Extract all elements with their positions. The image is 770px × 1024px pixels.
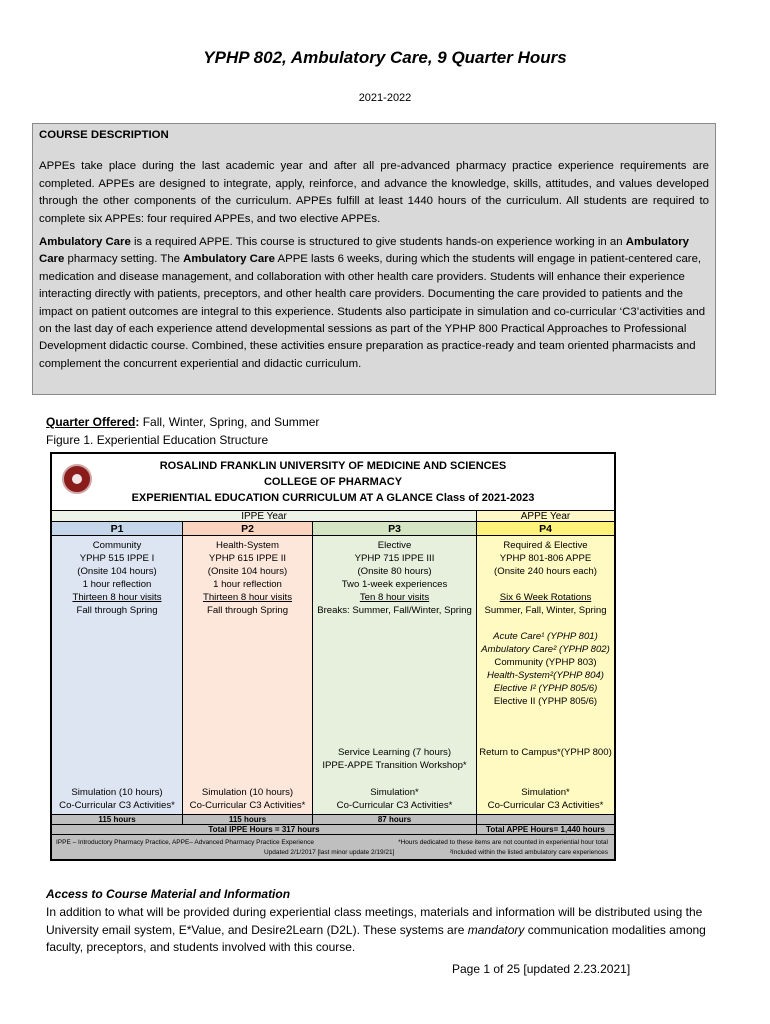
cell-line: Co-Curricular C3 Activities* bbox=[59, 800, 175, 811]
column-p1 bbox=[52, 536, 183, 814]
rotation-line: Community (YPHP 803) bbox=[494, 657, 597, 668]
column-p3 bbox=[313, 536, 477, 814]
rotation-line: Acute Care¹ (YPHP 801) bbox=[493, 631, 598, 642]
column-header-p1: P1 bbox=[52, 522, 183, 536]
hours-p2: 115 hours bbox=[183, 814, 313, 824]
quarter-offered-value: Fall, Winter, Spring, and Summer bbox=[139, 415, 320, 429]
cell-line: Breaks: Summer, Fall/Winter, Spring bbox=[317, 605, 472, 616]
figure-header-line-1: ROSALIND FRANKLIN UNIVERSITY OF MEDICINE AND SCIENCES bbox=[159, 460, 507, 472]
cell-line: YPHP 715 IPPE III bbox=[354, 553, 435, 564]
access-heading: Access to Course Material and Information bbox=[46, 887, 291, 901]
total-appe-hours: Total APPE Hours= 1,440 hours bbox=[477, 824, 614, 834]
cell-line: Simulation (10 hours) bbox=[71, 787, 163, 798]
cell-line: Co-Curricular C3 Activities* bbox=[336, 800, 453, 811]
rotation-line: Ambulatory Care² (YPHP 802) bbox=[481, 644, 610, 655]
paragraph-text: is a required APPE. This course is structured to give students hands-on experience working in an bbox=[130, 236, 626, 249]
cell-line: Co-Curricular C3 Activities* bbox=[189, 800, 306, 811]
paragraph-text: pharmacy setting. The bbox=[64, 253, 184, 266]
column-header-p2: P2 bbox=[183, 522, 313, 536]
cell-line: Summer, Fall, Winter, Spring bbox=[484, 605, 607, 616]
cell-line: (Onsite 104 hours) bbox=[207, 566, 288, 577]
cell-line: Two 1-week experiences bbox=[341, 579, 448, 590]
appe-year-band: APPE Year bbox=[477, 510, 614, 522]
cell-line: 1 hour reflection bbox=[213, 579, 282, 590]
course-description-box bbox=[32, 123, 716, 395]
cell-line: Simulation* bbox=[370, 787, 419, 798]
figure-header-line-3: EXPERIENTIAL EDUCATION CURRICULUM AT A GLANCE Class of 2021-2023 bbox=[131, 492, 535, 504]
hours-p3: 87 hours bbox=[313, 814, 477, 824]
rotation-line: Health-System²(YPHP 804) bbox=[487, 670, 604, 681]
cell-line: Return to Campus*(YPHP 800) bbox=[479, 747, 612, 758]
column-p2 bbox=[183, 536, 313, 814]
figure-header bbox=[52, 454, 614, 508]
course-description-paragraph-2 bbox=[39, 234, 709, 373]
paragraph-text: APPE lasts 6 weeks, during which the students will engage in patient-centered care, medication and disease management, and collaboration with other health care providers. Students will enhance their experience interacting directly with patients, preceptors, and other health care providers. Documenting the care provided to patients and the impact on patient outcomes are integral to this experience. Students also participate in simulation and co-curricular ‘C3’activities and on the last day of each experience attend developmental sessions as part of the YPHP 800 Practical Approaches to Professional Development didactic course. Combined, these activities ensure preparation as practice-ready and team oriented pharmacists and complement the concurrent experiential and didactic curriculum. bbox=[39, 253, 706, 370]
course-description-heading: COURSE DESCRIPTION bbox=[39, 129, 169, 141]
rotation-line: Elective II (YPHP 805/6) bbox=[493, 696, 598, 707]
paragraph-text: communication modalities among faculty, preceptors, and students involved with this course. bbox=[46, 922, 706, 954]
footnote-abbreviations: IPPE – Introductory Pharmacy Practice, APPE– Advanced Pharmacy Practice Experience bbox=[56, 839, 314, 846]
cell-line: Simulation (10 hours) bbox=[201, 787, 294, 798]
university-seal-icon bbox=[62, 464, 92, 494]
cell-line: Six 6 Week Rotations bbox=[499, 592, 592, 603]
column-header-p4: P4 bbox=[477, 522, 614, 536]
hours-p1: 115 hours bbox=[52, 814, 183, 824]
access-paragraph bbox=[46, 904, 716, 957]
document-title: YPHP 802, Ambulatory Care, 9 Quarter Hours bbox=[203, 48, 567, 67]
cell-line: (Onsite 240 hours each) bbox=[494, 566, 597, 577]
figure-caption: Figure 1. Experiential Education Structure bbox=[46, 433, 269, 447]
academic-year: 2021-2022 bbox=[358, 92, 412, 104]
cell-line: (Onsite 104 hours) bbox=[77, 566, 157, 577]
cell-line: Elective bbox=[377, 540, 412, 551]
cell-line: Thirteen 8 hour visits bbox=[72, 592, 162, 603]
quarter-offered-label: Quarter Offered bbox=[46, 415, 136, 429]
cell-line: Service Learning (7 hours) bbox=[337, 747, 452, 758]
quarter-offered-colon: : bbox=[135, 415, 140, 429]
rotation-line: Elective I² (YPHP 805/6) bbox=[493, 683, 598, 694]
footnote-updated: Updated 2/1/2017 [last minor update 2/19/21] bbox=[264, 849, 395, 856]
hours-p4-empty bbox=[477, 814, 614, 824]
column-header-p3: P3 bbox=[313, 522, 477, 536]
column-p4 bbox=[477, 536, 614, 814]
emphasized-word: mandatory bbox=[467, 922, 525, 937]
footnote-included: ²Included within the listed ambulatory care experiences bbox=[449, 849, 608, 856]
curriculum-figure bbox=[50, 452, 616, 861]
figure-header-line-2: COLLEGE OF PHARMACY bbox=[263, 476, 403, 488]
cell-line: Simulation* bbox=[521, 787, 570, 798]
cell-line: YPHP 615 IPPE II bbox=[208, 553, 287, 564]
course-description-paragraph-1: APPEs take place during the last academic year and after all pre-advanced pharmacy practice experience requirements are completed. APPEs are designed to integrate, apply, reinforce, and advance the knowledge, skills, attitudes, and values developed through the other components of the curriculum. APPEs fulfill at least 1440 hours of the curriculum. All students are required to complete six APPEs: four required APPEs, and two elective APPEs. bbox=[39, 160, 709, 225]
cell-line: (Onsite 80 hours) bbox=[357, 566, 432, 577]
ippe-year-band: IPPE Year bbox=[52, 510, 477, 522]
page-number: Page 1 of 25 [updated 2.23.2021] bbox=[452, 962, 631, 976]
cell-line: IPPE-APPE Transition Workshop* bbox=[322, 760, 467, 771]
bold-course-name: Ambulatory Care bbox=[39, 236, 131, 249]
cell-line: Health-System bbox=[216, 540, 279, 551]
cell-line: Ten 8 hour visits bbox=[359, 592, 430, 603]
cell-line: Fall through Spring bbox=[206, 605, 289, 616]
cell-line: Required & Elective bbox=[503, 540, 588, 551]
paragraph-text: In addition to what will be provided during experiential class meetings, materials and information will be distributed using the University email system, E*Value, and Desire2Learn (D2L). These systems are bbox=[46, 905, 703, 937]
total-ippe-hours: Total IPPE Hours = 317 hours bbox=[52, 824, 477, 834]
cell-line: YPHP 515 IPPE I bbox=[79, 553, 155, 564]
cell-line: Thirteen 8 hour visits bbox=[202, 592, 293, 603]
cell-line: Co-Curricular C3 Activities* bbox=[487, 800, 604, 811]
quarter-offered bbox=[46, 415, 319, 429]
bold-course-name: Ambulatory Care bbox=[39, 236, 690, 266]
cell-line: Community bbox=[92, 540, 142, 551]
cell-line: YPHP 801-806 APPE bbox=[499, 553, 592, 564]
bold-course-name: Ambulatory Care bbox=[183, 253, 275, 266]
footnote-asterisk: *Hours dedicated to these items are not counted in experiential hour total bbox=[398, 839, 608, 846]
cell-line: Fall through Spring bbox=[76, 605, 158, 616]
cell-line: 1 hour reflection bbox=[82, 579, 152, 590]
figure-footnotes bbox=[52, 834, 614, 859]
